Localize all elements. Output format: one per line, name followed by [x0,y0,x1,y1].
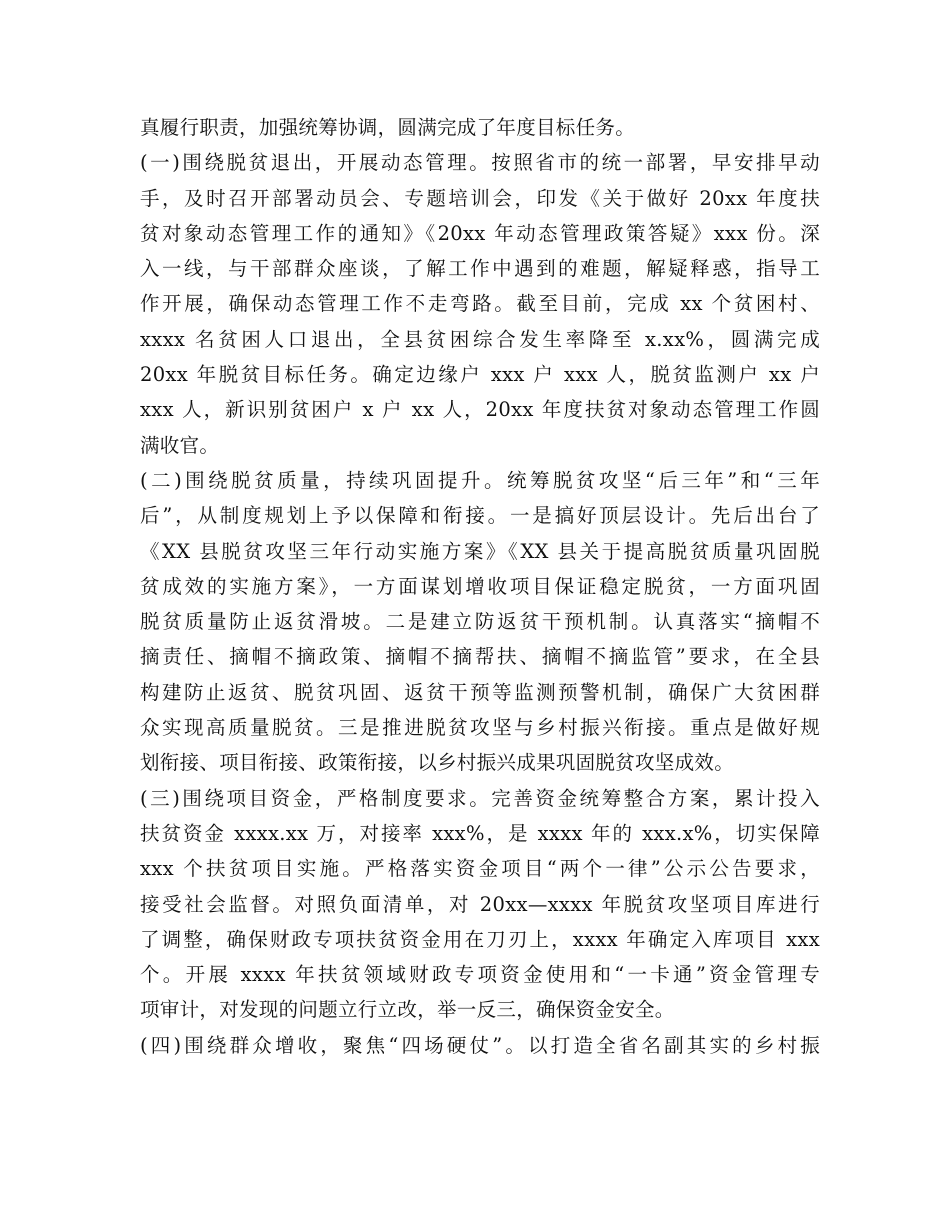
text-line: 手，及时召开部署动员会、专题培训会，印发《关于做好 20xx 年度扶 [140,186,820,210]
text-line: 众实现高质量脱贫。三是推进脱贫攻坚与乡村振兴衔接。重点是做好规 [140,716,820,740]
text-line: 构建防止返贫、脱贫巩固、返贫干预等监测预警机制，确保广大贫困群 [140,680,820,704]
text-line: (三)围绕项目资金，严格制度要求。完善资金统筹整合方案，累计投入 [140,786,820,810]
text-line: 后”，从制度规划上予以保障和衔接。一是搞好顶层设计。先后出台了 [140,504,820,528]
text-line: xxx 个扶贫项目实施。严格落实资金项目“两个一律”公示公告要求， [140,857,820,881]
text-line: 20xx 年脱贫目标任务。确定边缘户 xxx 户 xxx 人，脱贫监测户 xx 户 [140,363,820,387]
body-text [140,110,820,1063]
text-line: 项审计，对发现的问题立行立改，举一反三，确保资金安全。 [140,998,675,1022]
text-line: 入一线，与干部群众座谈，了解工作中遇到的难题，解疑释惑，指导工 [140,257,820,281]
text-line: 脱贫质量防止返贫滑坡。二是建立防返贫干预机制。认真落实“摘帽不 [140,610,820,634]
text-line: 贫成效的实施方案》，一方面谋划增收项目保证稳定脱贫，一方面巩固 [140,574,820,598]
text-line: 接受社会监督。对照负面清单，对 20xx—xxxx 年脱贫攻坚项目库进行 [140,892,820,916]
text-line: 贫对象动态管理工作的通知》《20xx 年动态管理政策答疑》xxx 份。深 [140,221,820,245]
text-line: 摘责任、摘帽不摘政策、摘帽不摘帮扶、摘帽不摘监管”要求，在全县 [140,645,820,669]
text-line: 扶贫资金 xxxx.xx 万，对接率 xxx%，是 xxxx 年的 xxx.x%，切实保障 [140,821,820,845]
text-line: xxxx 名贫困人口退出，全县贫困综合发生率降至 x.xx%，圆满完成 [140,327,820,351]
text-line: 了调整，确保财政专项扶贫资金用在刀刃上，xxxx 年确定入库项目 xxx [140,927,820,951]
text-line: 满收官。 [140,433,220,457]
text-line: (二)围绕脱贫质量，持续巩固提升。统筹脱贫攻坚“后三年”和“三年 [140,468,820,492]
text-line: 真履行职责，加强统筹协调，圆满完成了年度目标任务。 [140,116,636,139]
text-line: 《XX 县脱贫攻坚三年行动实施方案》《XX 县关于提高脱贫质量巩固脱 [140,539,820,563]
text-line: 作开展，确保动态管理工作不走弯路。截至目前，完成 xx 个贫困村、 [140,292,820,316]
text-line: (一)围绕脱贫退出，开展动态管理。按照省市的统一部署，早安排早动 [140,151,820,175]
text-line: 个。开展 xxxx 年扶贫领域财政专项资金使用和“一卡通”资金管理专 [140,963,820,987]
text-line: 划衔接、项目衔接、政策衔接，以乡村振兴成果巩固脱贫攻坚成效。 [140,751,735,775]
text-line: xxx 人，新识别贫困户 x 户 xx 人，20xx 年度扶贫对象动态管理工作圆 [140,398,820,422]
text-line: (四)围绕群众增收，聚焦“四场硬仗”。以打造全省名副其实的乡村振 [140,1033,820,1057]
